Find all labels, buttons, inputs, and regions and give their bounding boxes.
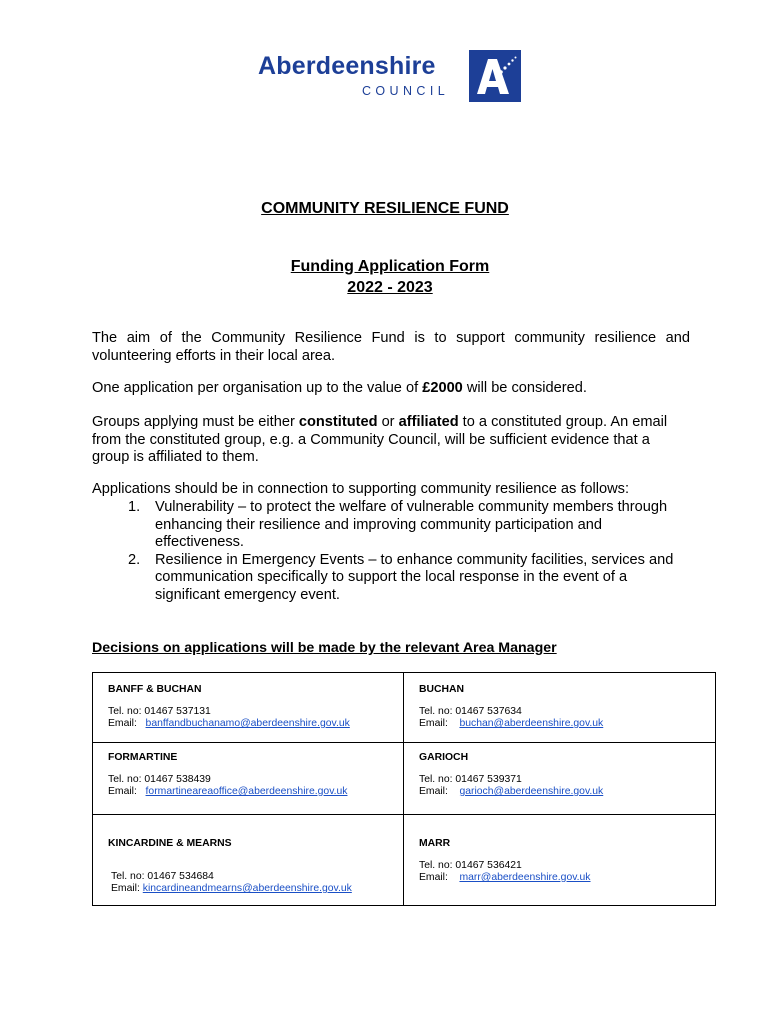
criteria-list xyxy=(92,499,692,605)
table-divider xyxy=(93,814,715,815)
area-tel: Tel. no: 01467 539371 xyxy=(419,774,522,785)
area-email-row xyxy=(108,718,350,730)
area-email-row xyxy=(419,872,591,884)
list-item xyxy=(92,499,692,552)
area-name: MARR xyxy=(419,838,451,849)
email-label: Email: xyxy=(111,883,140,894)
area-email-row xyxy=(108,786,347,798)
area-cell-garioch xyxy=(419,752,603,798)
email-label: Email: xyxy=(419,872,448,883)
email-label: Email: xyxy=(108,718,137,729)
area-email-link[interactable]: banffandbuchanamo@aberdeenshire.gov.uk xyxy=(145,718,350,729)
area-cell-formartine xyxy=(108,752,347,798)
area-email-row xyxy=(419,718,603,730)
area-cell-banff-buchan xyxy=(108,684,350,730)
area-tel: Tel. no: 01467 537634 xyxy=(419,706,522,717)
one-application-paragraph xyxy=(92,380,690,398)
area-name: BUCHAN xyxy=(419,684,465,695)
one-app-text-end: will be considered. xyxy=(462,380,587,396)
council-logo xyxy=(258,50,528,102)
one-app-text: One application per organisation up to the value of xyxy=(92,380,423,396)
email-label: Email: xyxy=(419,786,448,797)
groups-text-3: to a constituted group. An email from the constituted group, e.g. a Community Council, will be sufficient evidence that a group is affiliated to them. xyxy=(92,414,668,466)
email-label: Email: xyxy=(419,718,448,729)
area-email-link[interactable]: garioch@aberdeenshire.gov.uk xyxy=(459,786,604,797)
aim-paragraph: The aim of the Community Resilience Fund is to support community resilience and volunteering efforts in their local area. xyxy=(92,330,690,364)
area-name: BANFF & BUCHAN xyxy=(108,684,202,695)
area-tel: Tel. no: 01467 534684 xyxy=(111,871,214,882)
area-cell-kincardine-mearns xyxy=(108,838,352,895)
groups-text-2: or xyxy=(377,414,399,430)
email-label: Email: xyxy=(108,786,137,797)
area-tel: Tel. no: 01467 536421 xyxy=(419,860,522,871)
area-cell-marr xyxy=(419,838,591,884)
area-tel: Tel. no: 01467 538439 xyxy=(108,774,211,785)
area-email-link[interactable]: buchan@aberdeenshire.gov.uk xyxy=(459,718,604,729)
area-cell-buchan xyxy=(419,684,603,730)
area-email-row xyxy=(419,786,603,798)
list-item-text: Vulnerability – to protect the welfare of vulnerable community members through enhancing their resilience and improving community participation and effectiveness. xyxy=(155,499,668,551)
aberdeenshire-a-logo-icon xyxy=(469,50,521,102)
table-divider xyxy=(93,742,715,743)
list-item xyxy=(92,552,692,605)
area-tel: Tel. no: 01467 537131 xyxy=(108,706,211,717)
groups-text-1: Groups applying must be either xyxy=(92,414,299,430)
list-item-number: 2. xyxy=(128,551,141,568)
area-name: FORMARTINE xyxy=(108,752,178,763)
list-item-text: Resilience in Emergency Events – to enhance community facilities, services and communication specifically to support the local response in the event of a significant emergency event. xyxy=(155,551,674,603)
max-amount: £2000 xyxy=(422,380,463,396)
groups-paragraph xyxy=(92,414,690,467)
groups-constituted: constituted xyxy=(298,414,378,430)
list-item-number: 1. xyxy=(128,499,141,515)
decisions-heading: Decisions on applications will be made by the relevant Area Manager xyxy=(92,640,557,656)
area-email-link[interactable]: kincardineandmearns@aberdeenshire.gov.uk xyxy=(142,883,352,894)
logo-council-text: COUNCIL xyxy=(362,84,450,98)
area-email-row xyxy=(108,883,352,895)
page-title: COMMUNITY RESILIENCE FUND xyxy=(261,200,509,217)
form-year: 2022 - 2023 xyxy=(347,279,433,296)
form-subtitle: Funding Application Form xyxy=(290,258,490,275)
table-divider xyxy=(403,673,404,905)
area-contacts-table xyxy=(92,672,716,906)
applications-intro: Applications should be in connection to supporting community resilience as follows: xyxy=(92,481,630,497)
area-name: GARIOCH xyxy=(419,752,469,763)
logo-name: Aberdeenshire xyxy=(258,52,436,80)
groups-affiliated: affiliated xyxy=(398,414,459,430)
area-email-link[interactable]: marr@aberdeenshire.gov.uk xyxy=(459,872,591,883)
area-name: KINCARDINE & MEARNS xyxy=(108,838,232,849)
area-email-link[interactable]: formartineareaoffice@aberdeenshire.gov.uk xyxy=(145,786,348,797)
